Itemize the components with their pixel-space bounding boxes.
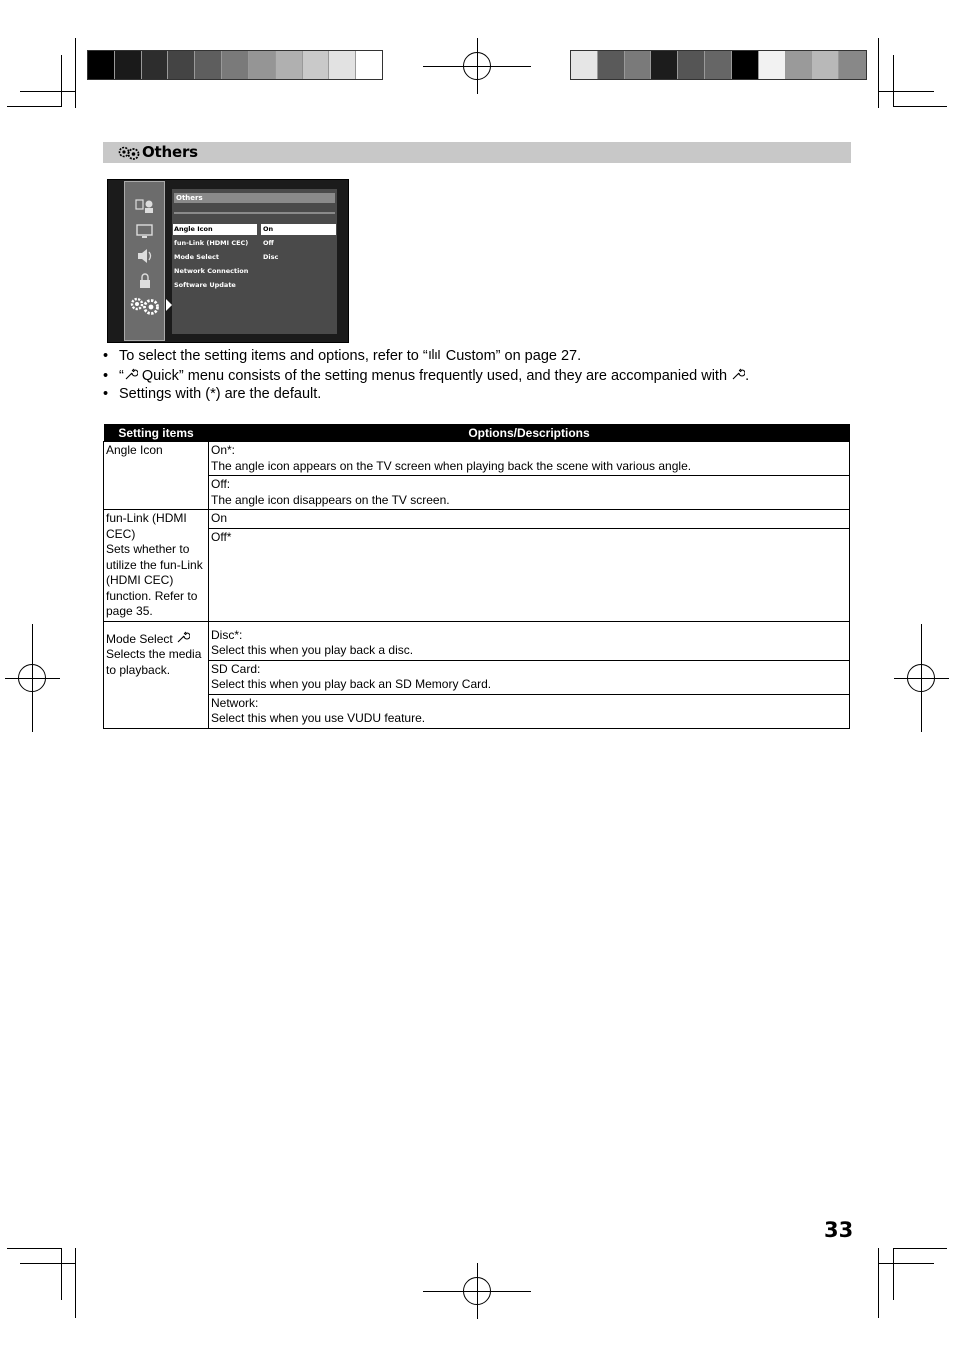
- options-table: [103, 424, 850, 729]
- gears-icon: [117, 144, 141, 162]
- menu-sidebar: [124, 181, 165, 341]
- table-row: [104, 660, 850, 694]
- menu-item-fun-link[interactable]: fun-Link (HDMI CEC): [174, 239, 249, 247]
- item-mode-select: Mode Select Selects the media to playback.: [104, 621, 209, 728]
- item-angle-icon: Angle Icon: [104, 442, 209, 510]
- option-cell: Off: The angle icon disappears on the TV screen.: [209, 476, 850, 510]
- table-row: [104, 476, 850, 510]
- menu-screenshot: [107, 179, 349, 343]
- page-number: 33: [824, 1218, 854, 1242]
- section-title: Others: [142, 143, 198, 161]
- custom-icon: [428, 348, 442, 364]
- menu-value-angle-icon: On: [261, 224, 336, 235]
- option-cell: On: [209, 510, 850, 529]
- color-bar-right: [570, 50, 867, 80]
- menu-item-network-connection[interactable]: Network Connection: [174, 267, 249, 275]
- table-row: [104, 528, 850, 621]
- option-cell: Disc*: Select this when you play back a disc.: [209, 621, 850, 660]
- menu-panel: [172, 189, 337, 334]
- item-fun-link: fun-Link (HDMI CEC) Sets whether to utilize the fun-Link (HDMI CEC) function. Refer to page 35.: [104, 510, 209, 622]
- option-cell: Network: Select this when you use VUDU feature.: [209, 694, 850, 728]
- lock-icon: [135, 273, 155, 293]
- menu-item-mode-select[interactable]: Mode Select: [174, 253, 219, 261]
- display-icon: [135, 223, 155, 243]
- menu-item-angle-icon[interactable]: Angle Icon: [173, 224, 257, 235]
- others-gears-icon: [128, 295, 162, 321]
- table-row: [104, 442, 850, 476]
- table-row: [104, 621, 850, 660]
- option-cell: SD Card: Select this when you play back an SD Memory Card.: [209, 660, 850, 694]
- table-row: [104, 510, 850, 529]
- audio-icon: [135, 248, 155, 268]
- table-header-row: [104, 424, 850, 442]
- menu-value-fun-link: Off: [263, 239, 274, 247]
- section-header-bar: [103, 142, 851, 163]
- wrench-icon: [176, 632, 190, 646]
- wrench-icon: [124, 368, 138, 384]
- bullet-quick-menu: • “ Quick” menu consists of the setting menus frequently used, and they are accompanied with .: [103, 368, 750, 384]
- language-icon: [135, 198, 155, 218]
- header-options-descriptions: Options/Descriptions: [209, 424, 850, 442]
- option-cell: On*: The angle icon appears on the TV screen when playing back the scene with various angle.: [209, 442, 850, 476]
- header-setting-items: Setting items: [104, 424, 209, 442]
- color-bar-left: [87, 50, 383, 80]
- menu-panel-title: Others: [174, 193, 335, 203]
- table-row: [104, 694, 850, 728]
- menu-value-mode-select: Disc: [263, 253, 279, 261]
- option-cell: Off*: [209, 528, 850, 621]
- bullet-defaults-note: • Settings with (*) are the default.: [103, 386, 322, 402]
- bullet-custom-reference: • To select the setting items and options, refer to “ Custom” on page 27.: [103, 348, 582, 364]
- menu-divider: [174, 212, 335, 214]
- menu-item-software-update[interactable]: Software Update: [174, 281, 236, 289]
- wrench-icon: [731, 368, 745, 384]
